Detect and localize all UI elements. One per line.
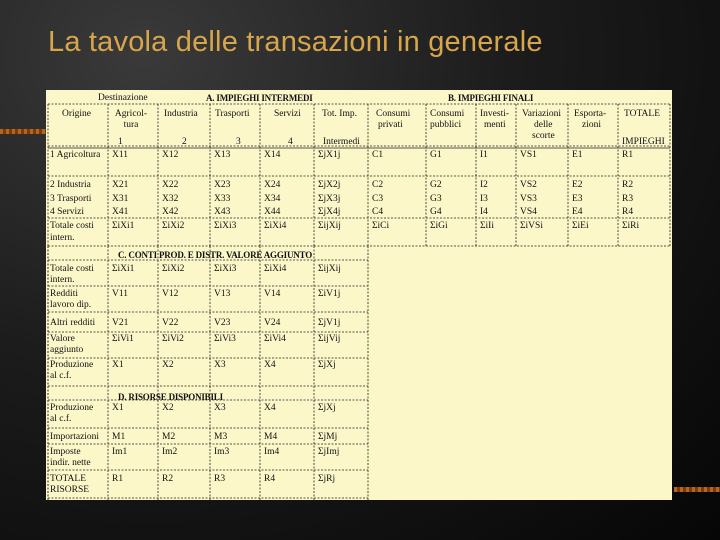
header-esportazioni-1: Esporta- xyxy=(574,109,607,119)
table-cell: ΣiCi xyxy=(372,221,390,231)
header-trasporti: Trasporti xyxy=(215,109,250,119)
table-cell: ΣiVi1 xyxy=(112,334,134,344)
header-consumi-privati-1: Consumi xyxy=(376,109,411,119)
table-cell: X42 xyxy=(162,207,179,217)
table-cell: Im1 xyxy=(112,447,128,457)
table-cell: X24 xyxy=(264,180,281,190)
table-cell: M3 xyxy=(214,432,228,442)
header-intermedi: Intermedi xyxy=(323,137,360,147)
table-cell: V13 xyxy=(214,289,231,299)
row-label-sub: intern. xyxy=(50,233,75,243)
table-cell: R2 xyxy=(622,180,634,190)
table-cell: E2 xyxy=(572,180,583,190)
table-cell: ΣjMj xyxy=(318,432,338,442)
table-cell: ΣiEi xyxy=(572,221,589,231)
table-cell: X14 xyxy=(264,150,281,160)
table-cell: X13 xyxy=(214,150,231,160)
transactions-table xyxy=(46,90,672,500)
table-cell: I2 xyxy=(480,180,488,190)
table-cell: ΣiXi2 xyxy=(162,221,185,231)
header-industria: Industria xyxy=(164,109,198,119)
header-servizi: Servizi xyxy=(274,109,301,119)
table-cell: X4 xyxy=(264,360,276,370)
table-cell: ΣiVi4 xyxy=(264,334,286,344)
table-cell: V23 xyxy=(214,318,231,328)
table-cell: ΣiGi xyxy=(430,221,448,231)
header-totale-1: TOTALE xyxy=(624,109,661,119)
table-cell: ΣjX3j xyxy=(318,194,341,204)
table-cell: R1 xyxy=(622,150,634,160)
table-cell: ΣiXi4 xyxy=(264,221,287,231)
table-cell: ΣiXi3 xyxy=(214,264,237,274)
table-cell: ΣijXij xyxy=(318,221,341,231)
row-label: Importazioni xyxy=(50,432,100,442)
table-cell: X34 xyxy=(264,194,281,204)
row-label-sub: al c.f. xyxy=(50,414,72,424)
table-cell: R4 xyxy=(264,474,276,484)
table-cell: I4 xyxy=(480,207,488,217)
table-cell: R3 xyxy=(622,194,634,204)
table-cell: ΣiVSi xyxy=(520,221,543,231)
header-agricoltura-1: Agricol- xyxy=(114,109,148,119)
row-label: Valore xyxy=(50,334,75,344)
table-cell: ΣjV1j xyxy=(318,318,341,328)
row-label: Totale costi xyxy=(50,264,94,274)
header-consumi-privati-2: privati xyxy=(378,120,403,130)
table-cell: ΣiVi2 xyxy=(162,334,184,344)
section-d-heading: D. RISORSE DISPONIBILI xyxy=(118,392,223,402)
table-cell: ΣjImj xyxy=(318,447,340,457)
table-cell: Im2 xyxy=(162,447,178,457)
table-cell: V22 xyxy=(162,318,179,328)
table-cell: ΣiXi1 xyxy=(112,264,135,274)
table-cell: X21 xyxy=(112,180,129,190)
table-cell: Im4 xyxy=(264,447,280,457)
slide-title: La tavola delle transazioni in generale xyxy=(48,26,543,58)
table-cell: VS4 xyxy=(520,207,537,217)
table-cell: I3 xyxy=(480,194,488,204)
table-cell: I1 xyxy=(480,150,488,160)
table-cell: M2 xyxy=(162,432,176,442)
table-cell: ΣiV1j xyxy=(318,289,341,299)
table-cell: X41 xyxy=(112,207,129,217)
table-cell: X3 xyxy=(214,360,226,370)
table-cell: ΣiXi3 xyxy=(214,221,237,231)
header-number-3: 3 xyxy=(236,137,241,147)
table-cell: R3 xyxy=(214,474,226,484)
table-cell: C1 xyxy=(372,150,384,160)
row-label-sub: intern. xyxy=(50,275,75,285)
table-cell: ΣiXi2 xyxy=(162,264,185,274)
header-consumi-pubblici-1: Consumi xyxy=(430,109,465,119)
decorative-bar-left xyxy=(0,129,46,134)
header-tot-imp: Tot. Imp. xyxy=(322,109,357,119)
table-cell: X32 xyxy=(162,194,179,204)
table-cell: VS1 xyxy=(520,150,537,160)
table-cell: C4 xyxy=(372,207,384,217)
row-label-sub: aggiunto xyxy=(50,345,84,355)
row-label: 3 Trasporti xyxy=(50,194,92,204)
header-esportazioni-2: zioni xyxy=(582,120,601,130)
table-cell: X23 xyxy=(214,180,231,190)
table-cell: ΣiXi4 xyxy=(264,264,287,274)
table-cell: C3 xyxy=(372,194,384,204)
table-cell: C2 xyxy=(372,180,384,190)
table-cell: ΣiIi xyxy=(480,221,494,231)
row-label-sub: indir. nette xyxy=(50,458,91,468)
table-cell: G2 xyxy=(430,180,442,190)
table-cell: X31 xyxy=(112,194,129,204)
table-cell: X22 xyxy=(162,180,179,190)
table-cell: ΣjXj xyxy=(318,360,336,370)
table-cell: X12 xyxy=(162,150,179,160)
table-cell: ΣjX2j xyxy=(318,180,341,190)
table-cell: ΣiVi3 xyxy=(214,334,236,344)
row-label: Redditi xyxy=(50,289,78,299)
table-cell: E1 xyxy=(572,150,583,160)
row-label: 2 Industria xyxy=(50,180,91,190)
header-variazioni-1: Variazioni xyxy=(522,109,562,119)
table-cell: M1 xyxy=(112,432,126,442)
table-cell: M4 xyxy=(264,432,278,442)
table-cell: X4 xyxy=(264,403,276,413)
table-cell: E3 xyxy=(572,194,583,204)
table-cell: R1 xyxy=(112,474,124,484)
table-cell: X2 xyxy=(162,360,174,370)
table-cell: ΣiRi xyxy=(622,221,640,231)
row-label: 4 Servizi xyxy=(50,207,85,217)
table-cell: Im3 xyxy=(214,447,230,457)
table-cell: V24 xyxy=(264,318,281,328)
decorative-bar-right xyxy=(674,487,720,492)
header-agricoltura-2: tura xyxy=(123,120,139,130)
table-cell: X33 xyxy=(214,194,231,204)
table-cell: ΣjX4j xyxy=(318,207,341,217)
row-label-sub: RISORSE xyxy=(50,485,90,495)
header-number-2: 2 xyxy=(182,137,187,147)
table-cell: ΣjRj xyxy=(318,474,336,484)
table-cell: X11 xyxy=(112,150,129,160)
table-cell: ΣjX1j xyxy=(318,150,341,160)
header-variazioni-2: delle xyxy=(534,120,553,130)
row-label: Totale costi xyxy=(50,221,94,231)
section-b-heading: B. IMPIEGHI FINALI xyxy=(448,93,534,103)
table-cell: R4 xyxy=(622,207,634,217)
table-cell: ΣijVij xyxy=(318,334,341,344)
header-number-4: 4 xyxy=(288,137,293,147)
header-investimenti-2: menti xyxy=(484,120,506,130)
table-cell: V14 xyxy=(264,289,281,299)
table-cell: V11 xyxy=(112,289,129,299)
row-label-sub: al c.f. xyxy=(50,371,72,381)
table-cell: R2 xyxy=(162,474,174,484)
table-cell: VS2 xyxy=(520,180,537,190)
section-a-heading: A. IMPIEGHI INTERMEDI xyxy=(206,93,313,103)
table-cell: X1 xyxy=(112,403,124,413)
table-cell: X43 xyxy=(214,207,231,217)
header-consumi-pubblici-2: pubblici xyxy=(430,120,462,130)
table-cell: ΣiXi1 xyxy=(112,221,135,231)
table-cell: E4 xyxy=(572,207,583,217)
header-number-1: 1 xyxy=(118,137,123,147)
table-cell: X3 xyxy=(214,403,226,413)
table-cell: ΣjXj xyxy=(318,403,336,413)
table-cell: V21 xyxy=(112,318,129,328)
table-cell: ΣijXij xyxy=(318,264,341,274)
origine-label: Origine xyxy=(62,109,92,119)
header-investimenti-1: Investi- xyxy=(480,109,510,119)
section-c-heading: C. CONTI PROD. E DISTR. VALORE AGGIUNTO xyxy=(118,250,312,260)
destinazione-label: Destinazione xyxy=(98,93,148,103)
table-cell: X44 xyxy=(264,207,281,217)
row-label-sub: lavoro dip. xyxy=(50,300,92,310)
table-cell: X2 xyxy=(162,403,174,413)
row-label: TOTALE xyxy=(50,474,87,484)
header-variazioni-3: scorte xyxy=(532,131,555,141)
header-totale-2: IMPIEGHI xyxy=(622,137,665,147)
table-cell: V12 xyxy=(162,289,179,299)
row-label: 1 Agricoltura xyxy=(50,150,101,160)
table-cell: G1 xyxy=(430,150,442,160)
table-cell: G4 xyxy=(430,207,442,217)
table-cell: VS3 xyxy=(520,194,537,204)
row-label: Produzione xyxy=(50,403,94,413)
row-label: Imposte xyxy=(50,447,81,457)
table-cell: X1 xyxy=(112,360,124,370)
table-cell: G3 xyxy=(430,194,442,204)
row-label: Produzione xyxy=(50,360,94,370)
row-label: Altri redditi xyxy=(50,318,96,328)
